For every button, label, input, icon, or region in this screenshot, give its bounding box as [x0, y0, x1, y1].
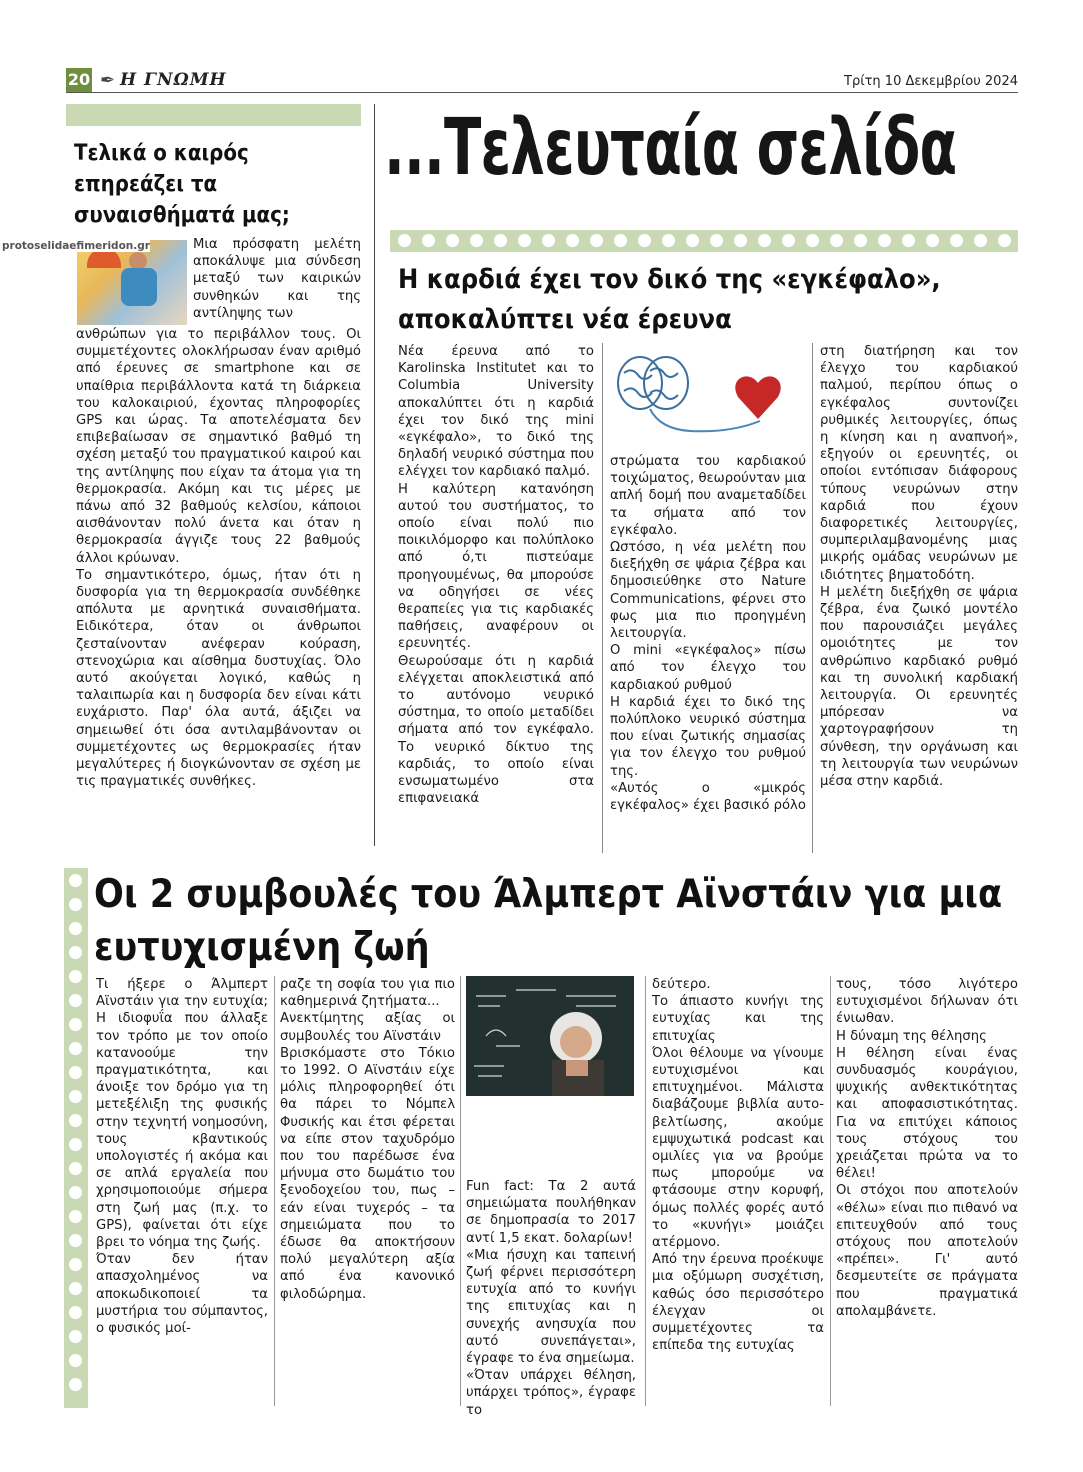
dot-decoration — [69, 898, 82, 911]
paragraph: στρώματα του καρδιακού τοιχώματος, θεωρούνταν μια απλή δομή που αναμεταδίδει τα σήματα από τον εγκέφαλο. — [610, 454, 806, 538]
dot-decoration — [902, 234, 915, 247]
paragraph: Από την έρευνα προέκυψε μια οξύμωρη συσχέτιση, καθώς όσο περισσότερο έλεγχαν οι συμμετέχοντες τα επίπεδα της ευτυχίας — [652, 1252, 824, 1354]
einstein-article-col5 — [836, 976, 1018, 1320]
dot-decoration — [782, 234, 795, 247]
dot-decoration — [69, 1066, 82, 1079]
column-divider — [274, 976, 275, 1406]
dot-decoration — [926, 234, 939, 247]
dot-decoration — [69, 994, 82, 1007]
dot-decoration — [69, 1330, 82, 1343]
dot-decoration — [69, 970, 82, 983]
brain-heart-icon — [610, 343, 806, 448]
dot-decoration — [806, 234, 819, 247]
heart-article-col2 — [610, 453, 806, 814]
dot-decoration — [69, 1234, 82, 1247]
paragraph: Fun fact: Τα 2 αυτά σημειώματα πουλήθηκαν σε δημοπρασία το 2017 αντί 1,5 εκατ. δολαρίων! — [466, 1179, 636, 1246]
einstein-article-col2 — [280, 976, 455, 1303]
paragraph: «Όταν υπάρχει θέληση, υπάρχει τρόπος», έγραφε το — [466, 1368, 636, 1418]
dot-decoration — [69, 946, 82, 959]
dot-decoration — [398, 234, 411, 247]
weather-article-text-b — [76, 326, 361, 790]
dot-decoration — [69, 1090, 82, 1103]
dot-decoration — [542, 234, 555, 247]
heart-article-col1 — [398, 343, 594, 807]
dot-decoration — [69, 922, 82, 935]
dot-decoration — [69, 1378, 82, 1391]
dot-decoration — [69, 1186, 82, 1199]
dot-decoration — [710, 234, 723, 247]
issue-date: Τρίτη 10 Δεκεμβρίου 2024 — [844, 74, 1018, 89]
paragraph: ανθρώπων για το περιβάλλον τους. Οι συμμετέχοντες ολοκλήρωσαν έναν αριθμό από έρευνες σε smartphone και σε υπαίθρια περιβάλλοντα κατά τη διάρκεια του καλοκαιριού, έχοντας πληροφορίες GPS και ώρας. Τα αποτελέσματα δεν επιβεβαίωσαν σε σημαντικό βαθμό τη σχέση μεταξύ του πραγματικού καιρού και της αντίληψης που είχαν τα άτομα για τη θερμοκρασία. Ακόμη και τις μέρες με πάνω από 32 βαθμούς κελσίου, κάποιοι αισθάνονταν πολύ άνετα και όταν η θερμοκρασία άγγιζε τους 22 βαθμούς άλλοι κρύωναν. — [76, 327, 361, 566]
dot-decoration — [69, 1282, 82, 1295]
column-divider — [602, 343, 603, 853]
paragraph: «Μια ήσυχη και ταπεινή ζωή φέρνει περισσότερη ευτυχία από το κυνήγι της επιτυχίας και η συνεχής ανησυχία που αυτό συνεπάγεται», έγραφε το ένα σημείωμα. — [466, 1247, 636, 1367]
dot-decoration — [734, 234, 747, 247]
paragraph: «Αυτός ο «μικρός εγκέφαλος» έχει βασικό ρόλο — [610, 780, 806, 814]
paragraph: Νέα έρευνα από το Karolinska Institutet και το Columbia University αποκαλύπτει ότι η καρδιά έχει τον δικό της mini «εγκέφαλο», το δικό της δηλαδή νευρικό σύστημα που ελέγχει τον καρδιακό παλμό. — [398, 344, 594, 480]
column-divider — [830, 976, 831, 1406]
dot-decoration — [950, 234, 963, 247]
dot-decoration — [566, 234, 579, 247]
heart-article-col3 — [820, 343, 1018, 790]
dot-decoration — [758, 234, 771, 247]
dot-decoration — [69, 1042, 82, 1055]
heart-article-title: Η καρδιά έχει τον δικό της «εγκέφαλο», αποκαλύπτει νέα έρευνα — [398, 264, 941, 335]
dot-decoration — [69, 1210, 82, 1223]
paragraph: Τι ήξερε ο Άλμπερτ Αϊνστάιν για την ευτυχία; Η ιδιοφυΐα που άλλαξε τον τρόπο με τον οποίο κατανοούμε την πραγματικότητα, και άνοιξε τον δρόμο για τη μετεξέλιξη της φυσικής στην τεχνητή νοημοσύνη, τους κβαντικούς υπολογιστές ή ακόμα και σε απλά εργαλεία που χρησιμοποιούμε σήμερα στη ζωή μας (π.χ. το GPS), φαίνεται ότι είχε βρει το νόημα της ζωής. — [96, 977, 268, 1251]
dots-strip — [64, 868, 88, 1408]
einstein-article-col1 — [96, 976, 268, 1337]
paragraph: Η καρδιά έχει το δικό της πολύπλοκο νευρικό σύστημα που είναι ζωτικής σημασίας για τον έλεγχο του ρυθμού της. — [610, 694, 806, 779]
einstein-chalkboard-image — [466, 976, 634, 1096]
dot-decoration — [878, 234, 891, 247]
woman-with-fan-image — [77, 240, 187, 325]
subheading: Η δύναμη της θέλησης — [836, 1028, 987, 1044]
paragraph: Όλοι θέλουμε να γίνουμε ευτυχισμένοι και επιτυχημένοι. Μάλιστα διαβάζουμε βιβλία αυτο-βελτίωσης, ακούμε εμψυχωτικά podcast και ομιλίες για να βρούμε πως μπορούμε να φτάσουμε στην κορυφή, όμως πολλές φορές αυτό το «κυνήγι» μοιάζει ατέρμονο. — [652, 1045, 824, 1251]
watermark: protoselidaefimeridon.gr — [2, 240, 150, 252]
paragraph: Βρισκόμαστε στο Τόκιο το 1992. Ο Αϊνστάιν είχε μόλις πληροφορηθεί ότι θα πάρει το Νόμπελ Φυσικής και έτσι φέρεται να είπε στον ταχυδρόμο που του παρέδωσε ένα μήνυμα στο δωμάτιο του ξενοδοχείου του, πως – εάν είναι τυχερός – τα σημειώματα που το έδωσε θα αποκτήσουν πολύ μεγαλύτερη αξία από ένα κανονικό φιλοδώρημα. — [280, 1045, 455, 1302]
page-number: 20 — [66, 68, 92, 92]
left-title-band — [66, 104, 361, 126]
brain-heart-image — [610, 343, 806, 448]
section-title: ...Τελευταία σελίδα — [384, 103, 957, 193]
dot-decoration — [69, 1354, 82, 1367]
dot-decoration — [69, 1306, 82, 1319]
dot-decoration — [69, 1162, 82, 1175]
paragraph: Οι στόχοι που αποτελούν «θέλω» είναι πιο πιθανό να επιτευχθούν από τους στόχους που αποτελούν «πρέπει». Γι' αυτό δεσμευτείτε σε πράγματα που πραγματικά απολαμβάνετε. — [836, 1183, 1018, 1319]
paragraph: Η μελέτη διεξήχθη σε ψάρια ζέβρα, ένα ζωικό μοντέλο που παρουσιάζει μεγάλες ομοιότητες με τον ανθρώπινο καρδιακό ρυθμό και τη συνολική καρδιακή λειτουργία. Οι ερευνητές μπόρεσαν να χαρτογραφήσουν τη σύνθεση, την οργάνωση και τη λειτουργία των νευρώνων μέσα στην καρδιά. — [820, 584, 1018, 790]
bird-logo-icon: ✒ — [100, 70, 116, 91]
paragraph: δεύτερο. — [652, 977, 711, 992]
paragraph: Η θέληση είναι ένας συνδυασμός κουράγιου, ψυχικής ανθεκτικότητας και αποφασιστικότητας. Για να επιτύχει κάποιος τους στόχους του χρειάζεται πρώτα να το θέλει! — [836, 1045, 1018, 1182]
weather-article-text-a — [193, 236, 361, 322]
dot-decoration — [446, 234, 459, 247]
newspaper-name: Η ΓΝΩΜΗ — [120, 70, 227, 90]
shirt-shape — [121, 268, 157, 306]
column-divider — [460, 976, 461, 1406]
einstein-article-col4 — [652, 976, 824, 1354]
subheading: Ο mini «εγκέφαλος» πίσω από τον έλεγχο του καρδιακού ρυθμού — [610, 643, 806, 693]
column-divider — [812, 343, 813, 853]
dots-band — [390, 230, 1018, 252]
paragraph: τους, τόσο λιγότερο ευτυχισμένοι δήλωναν ότι ένιωθαν. — [836, 977, 1018, 1027]
subheading: Ανεκτίμητης αξίας οι συμβουλές του Αϊνστάιν — [280, 1011, 455, 1044]
dot-decoration — [422, 234, 435, 247]
dot-decoration — [69, 874, 82, 887]
dot-decoration — [69, 1138, 82, 1151]
dot-decoration — [69, 1114, 82, 1127]
header-rule — [66, 92, 1018, 93]
dot-decoration — [854, 234, 867, 247]
einstein-article-title: Οι 2 συμβουλές του Άλμπερτ Αϊνστάιν για μια ευτυχισμένη ζωή — [94, 872, 1003, 970]
dot-decoration — [470, 234, 483, 247]
paragraph: Η καλύτερη κατανόηση αυτού του συστήματος, το οποίο είναι πολύ πιο ποικιλόμορφο και πολύπλοκο από ό,τι πιστεύαμε προηγουμένως, θα μπορούσε να οδηγήσει σε νέες θεραπείες για τις καρδιακές παθήσεις, αναφέρουν οι ερευνητές. — [398, 481, 594, 652]
paragraph: Ωστόσο, η νέα μελέτη που διεξήχθη σε ψάρια ζέβρα και δημοσιεύθηκε στο Nature Communications, φέρνει στο φως μια πιο προηγμένη λειτουργία. — [610, 540, 806, 642]
paragraph: Θεωρούσαμε ότι η καρδιά ελέγχεται αποκλειστικά από το αυτόνομο νευρικό σύστημα, το οποίο μεταδίδει σήματα από τον εγκέφαλο. Το νευρικό δίκτυο της καρδιάς, το οποίο είναι ενσωματωμένο στα επιφανειακά — [398, 653, 594, 807]
dot-decoration — [974, 234, 987, 247]
paragraph: Μια πρόσφατη μελέτη αποκάλυψε μια σύνδεση μεταξύ των καιρικών συνθηκών και της αντίληψης των — [193, 237, 361, 321]
einstein-article-col3 — [466, 1178, 636, 1419]
dot-decoration — [638, 234, 651, 247]
dot-decoration — [69, 1258, 82, 1271]
dot-decoration — [69, 1018, 82, 1031]
paragraph: Όταν δεν ήταν απασχολημένος να αποκωδικοποιεί τα μυστήρια του σύμπαντος, ο φυσικός μοί- — [96, 1252, 268, 1337]
dot-decoration — [494, 234, 507, 247]
weather-article-title: Τελικά ο καιρός επηρεάζει τα συναισθήματά μας; — [74, 141, 290, 228]
subheading: Το άπιαστο κυνήγι της ευτυχίας και της επιτυχίας — [652, 994, 824, 1044]
paragraph: Το σημαντικότερο, όμως, ήταν ότι η δυσφορία για τη θερμοκρασία συνδέθηκε απόλυτα με αρνητικά συναισθήματα. Ειδικότερα, όταν οι άνθρωποι ζεσταίνονταν ανέφεραν κούραση, στενοχώρια και αίσθημα δυστυχίας. Όλο αυτό ακούγεται λογικό, καθώς η ταλαιπωρία και η δυσφορία δεν είναι κάτι ευχάριστο. Παρ' όλα αυτά, άξιζει να σημειωθεί ότι όσα αντιλαμβάνονταν οι συμμετέχοντες ως θερμοκρασίες ήταν μεγαλύτερες ή διογκώνονταν σε σχέση με τις πραγματικές συνθήκες. — [76, 567, 361, 790]
column-divider — [645, 976, 646, 1406]
column-divider — [374, 104, 375, 846]
dot-decoration — [662, 234, 675, 247]
paragraph: ραζε τη σοφία του για πιο καθημερινά ζητήματα... — [280, 977, 455, 1010]
dot-decoration — [830, 234, 843, 247]
dot-decoration — [518, 234, 531, 247]
dot-decoration — [998, 234, 1011, 247]
dot-decoration — [590, 234, 603, 247]
dot-decoration — [614, 234, 627, 247]
dot-decoration — [686, 234, 699, 247]
paragraph: στη διατήρηση και τον έλεγχο του καρδιακού παλμού, περίπου όπως ο εγκέφαλος συντονίζει ρυθμικές λειτουργίες, όπως η κίνηση και η αναπνοή», εξηγούν οι ερευνητές, οι οποίοι εντόπισαν διάφορους τύπους νευρώνων στην καρδιά που έχουν διαφορετικές λειτουργίες, συμπεριλαμβανομένης μιας μικρής ομάδας νευρώνων με ιδιότητες βηματοδότη. — [820, 344, 1018, 583]
einstein-icon — [466, 976, 634, 1096]
